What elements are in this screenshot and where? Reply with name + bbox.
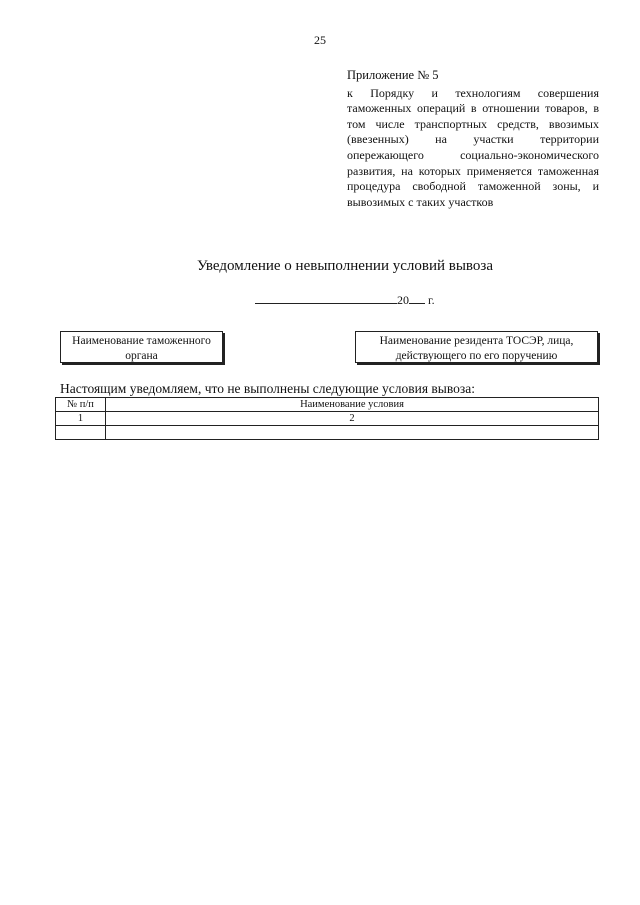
intro-text: Настоящим уведомляем, что не выполнены следующие условия вывоза:	[60, 381, 475, 396]
header-number: № п/п	[56, 398, 106, 412]
year-blank-field	[409, 291, 425, 304]
resident-box	[355, 331, 598, 363]
table-cell	[56, 426, 106, 440]
date-line	[255, 291, 435, 308]
table-column-numbers-row	[56, 412, 599, 426]
header-condition-name: Наименование условия	[106, 398, 599, 412]
conditions-table	[55, 397, 599, 440]
column-number-1: 1	[56, 412, 106, 426]
table-cell	[106, 426, 599, 440]
date-year-suffix: г.	[428, 293, 435, 307]
resident-label: Наименование резидента ТОСЭР, лица, действующего по его поручению	[379, 335, 574, 362]
table-row	[56, 426, 599, 440]
page-number: 25	[314, 33, 326, 47]
table-header-row	[56, 398, 599, 412]
document-title: Уведомление о невыполнении условий вывоза	[196, 258, 493, 274]
customs-authority-box	[60, 331, 223, 363]
date-year-prefix: 20	[397, 293, 409, 307]
customs-authority-label: Наименование таможенного органа	[72, 335, 211, 362]
appendix-body: к Порядку и технологиям совершения таможенных операций в отношении товаров, в том числе транспортных средств, ввозимых (ввезенных) на участки территории опережающего социально-экономического развития, на которых применяется таможенная процедура свободной таможенной зоны, и вывозимых с таких участков	[347, 85, 599, 209]
date-blank-field	[255, 291, 397, 304]
appendix-title: Приложение № 5	[347, 68, 439, 82]
appendix-block	[347, 68, 599, 210]
column-number-2: 2	[106, 412, 599, 426]
